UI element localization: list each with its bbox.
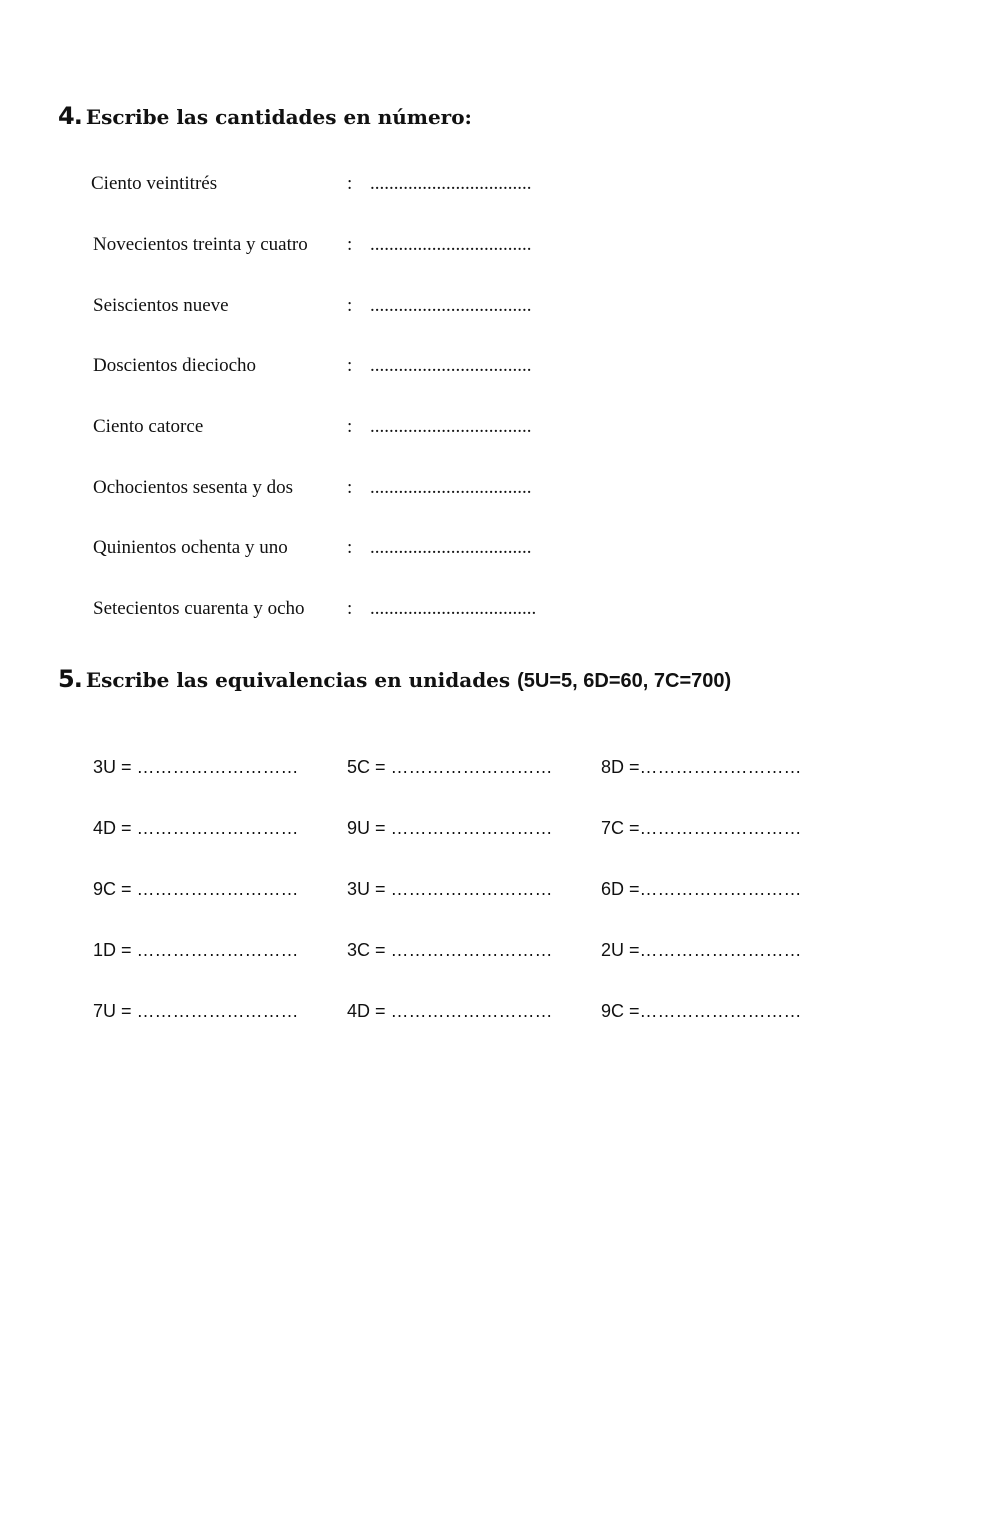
- number-word-row: [93, 232, 573, 258]
- equivalence-item: [93, 998, 299, 1024]
- number-word-label: Seiscientos nueve: [93, 295, 229, 316]
- section-5-example: (5U=5, 6D=60, 7C=700): [517, 670, 732, 692]
- answer-blank[interactable]: ..................................: [370, 355, 532, 376]
- number-word-row: [93, 596, 573, 622]
- equivalence-label: 3U =: [347, 879, 391, 899]
- equivalence-item: [347, 876, 553, 902]
- equivalence-item: [93, 754, 299, 780]
- equivalence-label: 6D =: [601, 879, 640, 899]
- answer-blank[interactable]: ………………………: [639, 879, 802, 899]
- equivalence-item: [93, 815, 299, 841]
- equivalence-item: [93, 876, 299, 902]
- number-word-row: [93, 414, 573, 440]
- answer-blank[interactable]: ………………………: [390, 879, 553, 899]
- number-word-label: Ciento veintitrés: [91, 173, 218, 194]
- answer-blank[interactable]: ………………………: [136, 757, 299, 777]
- row-colon: :: [347, 234, 353, 255]
- section-5-title: [58, 667, 731, 693]
- section-4-heading-text: Escribe las cantidades en número:: [85, 105, 472, 129]
- number-word-label: Novecientos treinta y cuatro: [93, 234, 308, 255]
- answer-blank[interactable]: ………………………: [136, 1001, 299, 1021]
- number-word-row: [93, 353, 573, 379]
- equivalence-label: 7U =: [93, 1001, 137, 1021]
- equivalence-label: 7C =: [601, 818, 640, 838]
- answer-blank[interactable]: ………………………: [639, 940, 802, 960]
- equivalence-label: 9U =: [347, 818, 391, 838]
- equivalence-label: 4D =: [347, 1001, 391, 1021]
- equivalence-item: [601, 754, 802, 780]
- equivalence-label: 5C =: [347, 757, 391, 777]
- equivalence-label: 1D =: [93, 940, 137, 960]
- equivalence-item: [93, 937, 299, 963]
- row-colon: :: [347, 598, 353, 619]
- number-word-label: Setecientos cuarenta y ocho: [93, 598, 305, 619]
- answer-blank[interactable]: ..................................: [370, 477, 532, 498]
- answer-blank[interactable]: ...................................: [370, 598, 537, 619]
- number-word-label: Ochocientos sesenta y dos: [93, 477, 293, 498]
- answer-blank[interactable]: ………………………: [639, 818, 802, 838]
- equivalence-item: [347, 815, 553, 841]
- answer-blank[interactable]: ..................................: [370, 173, 532, 194]
- equivalence-label: 9C =: [93, 879, 137, 899]
- number-word-row: [93, 535, 573, 561]
- row-colon: :: [347, 537, 353, 558]
- number-word-label: Doscientos dieciocho: [93, 355, 257, 376]
- answer-blank[interactable]: ..................................: [370, 537, 532, 558]
- number-word-label: Quinientos ochenta y uno: [93, 537, 288, 558]
- answer-blank[interactable]: ………………………: [136, 940, 299, 960]
- equivalence-label: 4D =: [93, 818, 137, 838]
- equivalence-item: [601, 998, 802, 1024]
- section-5-heading-text: Escribe las equivalencias en unidades: [85, 668, 518, 692]
- answer-blank[interactable]: ………………………: [639, 757, 802, 777]
- section-5-number: 5.: [58, 665, 82, 693]
- number-word-row: [91, 171, 571, 197]
- row-colon: :: [347, 477, 353, 498]
- answer-blank[interactable]: ………………………: [390, 757, 553, 777]
- section-4-number: 4.: [58, 102, 82, 130]
- row-colon: :: [347, 295, 353, 316]
- row-colon: :: [347, 416, 353, 437]
- equivalence-item: [601, 815, 802, 841]
- equivalence-label: 9C =: [601, 1001, 640, 1021]
- number-word-row: [93, 293, 573, 319]
- number-word-row: [93, 475, 573, 501]
- answer-blank[interactable]: ………………………: [136, 818, 299, 838]
- answer-blank[interactable]: ..................................: [370, 416, 532, 437]
- equivalence-label: 3C =: [347, 940, 391, 960]
- equivalence-label: 8D =: [601, 757, 640, 777]
- equivalence-item: [347, 937, 553, 963]
- answer-blank[interactable]: ………………………: [390, 1001, 553, 1021]
- answer-blank[interactable]: ..................................: [370, 234, 532, 255]
- answer-blank[interactable]: ………………………: [390, 818, 553, 838]
- equivalence-label: 3U =: [93, 757, 137, 777]
- row-colon: :: [347, 173, 353, 194]
- answer-blank[interactable]: ..................................: [370, 295, 532, 316]
- equivalence-item: [347, 754, 553, 780]
- answer-blank[interactable]: ………………………: [136, 879, 299, 899]
- row-colon: :: [347, 355, 353, 376]
- answer-blank[interactable]: ………………………: [639, 1001, 802, 1021]
- equivalence-item: [601, 876, 802, 902]
- number-word-label: Ciento catorce: [93, 416, 204, 437]
- equivalence-item: [347, 998, 553, 1024]
- answer-blank[interactable]: ………………………: [390, 940, 553, 960]
- equivalence-item: [601, 937, 802, 963]
- equivalence-label: 2U =: [601, 940, 640, 960]
- section-4-title: [58, 104, 472, 129]
